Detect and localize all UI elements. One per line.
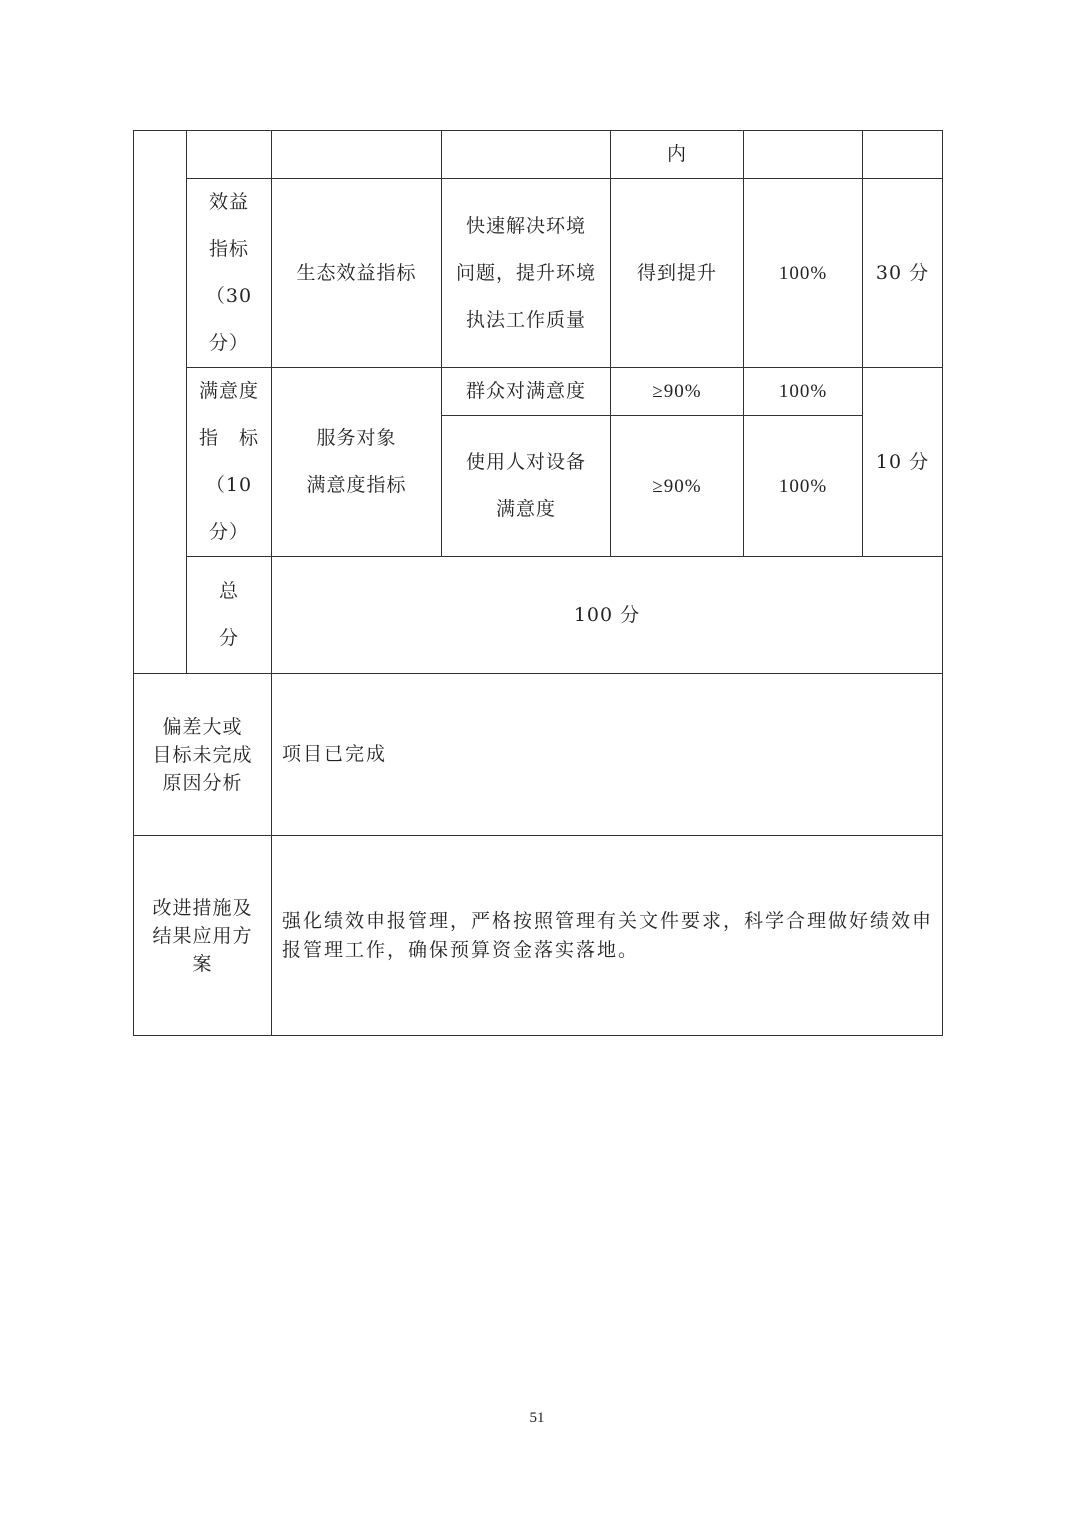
cell-satisfaction-subcategory: 服务对象 满意度指标: [272, 368, 442, 557]
cell-improvement-label: 改进措施及 结果应用方 案: [134, 836, 272, 1036]
cell-empty: [744, 131, 863, 179]
cell-benefit-indicator: 快速解决环境 问题，提升环境 执法工作质量: [442, 179, 611, 368]
cell-empty: [442, 131, 611, 179]
cell-analysis-value: 项目已完成: [272, 674, 943, 836]
cell-benefit-category: 效益 指标 （30 分）: [187, 179, 272, 368]
performance-evaluation-table: [133, 130, 943, 1036]
cell-satisfaction-target-2: ≥90%: [611, 416, 744, 557]
cell-satisfaction-target-1: ≥90%: [611, 368, 744, 416]
cell-satisfaction-category: 满意度 指 标 （10 分）: [187, 368, 272, 557]
cell-analysis-label: 偏差大或 目标未完成 原因分析: [134, 674, 272, 836]
cell-benefit-subcategory: 生态效益指标: [272, 179, 442, 368]
cell-benefit-target: 得到提升: [611, 179, 744, 368]
cell-satisfaction-indicator-1: 群众对满意度: [442, 368, 611, 416]
performance-table-container: [133, 130, 942, 1035]
cell-satisfaction-actual-1: 100%: [744, 368, 863, 416]
table-row-analysis: [134, 674, 943, 836]
cell-benefit-actual: 100%: [744, 179, 863, 368]
cell-satisfaction-score: 10 分: [863, 368, 943, 557]
cell-improvement-value: 强化绩效申报管理，严格按照管理有关文件要求，科学合理做好绩效申报管理工作，确保预算资金落实落地。: [272, 836, 943, 1036]
cell-total-label: 总 分: [187, 557, 272, 674]
cell-satisfaction-indicator-2: 使用人对设备 满意度: [442, 416, 611, 557]
page-number: 51: [529, 1410, 545, 1426]
table-row-total: [134, 557, 943, 674]
cell-benefit-score: 30 分: [863, 179, 943, 368]
cell-total-value: 100 分: [272, 557, 943, 674]
table-row-continuation: [134, 131, 943, 179]
cell-empty: [272, 131, 442, 179]
cell-empty: [187, 131, 272, 179]
cell-outer-category: [134, 131, 187, 674]
table-row-improvement: [134, 836, 943, 1036]
table-row-benefit: [134, 179, 943, 368]
cell-empty: [863, 131, 943, 179]
cell-satisfaction-actual-2: 100%: [744, 416, 863, 557]
table-row-satisfaction-1: [134, 368, 943, 416]
cell-standard-continuation: 内: [611, 131, 744, 179]
